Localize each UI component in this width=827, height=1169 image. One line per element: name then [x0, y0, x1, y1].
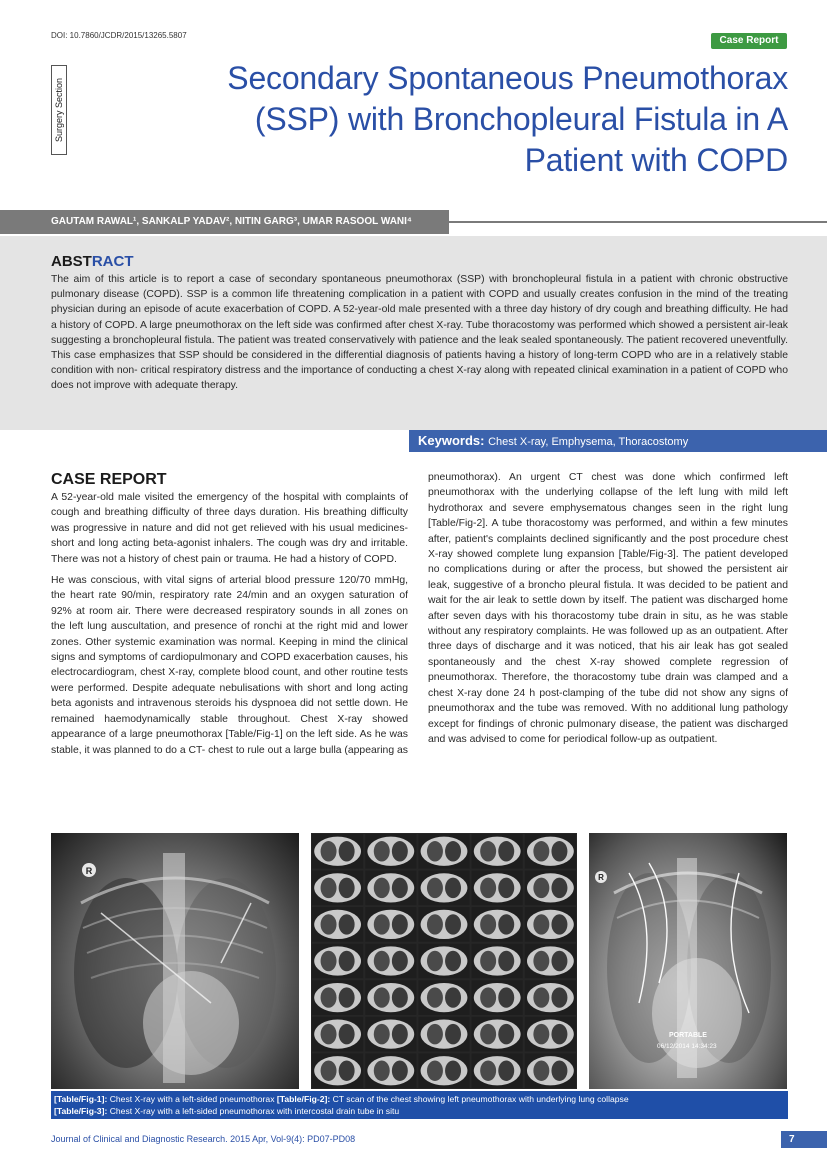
- caption-text: Chest X-ray with a left-sided pneumothorax with intercostal drain tube in situ: [107, 1106, 400, 1116]
- ct-slice: [525, 834, 576, 869]
- ct-slice: [418, 1053, 469, 1088]
- ct-slice: [312, 1053, 363, 1088]
- divider: [449, 221, 827, 223]
- section-label-box: [51, 65, 67, 155]
- ct-slice: [312, 980, 363, 1015]
- ct-slice: [312, 907, 363, 942]
- portable-label: PORTABLE: [669, 1032, 707, 1039]
- figure-3-chest-xray-drain: [589, 833, 787, 1089]
- ct-slice: [472, 834, 523, 869]
- xray-illustration: [589, 833, 787, 1089]
- article-type-badge: Case Report: [711, 33, 787, 49]
- ct-slice: [525, 871, 576, 906]
- abstract-heading-part2: RACT: [91, 253, 134, 270]
- article-title: Secondary Spontaneous Pneumothorax (SSP) with Bronchopleural Fistula in A Patient with COPD: [227, 60, 788, 178]
- xray-marker: R: [598, 873, 604, 882]
- doi-text: DOI: 10.7860/JCDR/2015/13265.5807: [51, 31, 187, 40]
- ct-grid: [311, 833, 577, 1089]
- abstract-heading-part1: ABST: [51, 253, 92, 270]
- caption-ref: [Table/Fig-1]:: [54, 1094, 108, 1104]
- ct-slice: [525, 907, 576, 942]
- ct-slice: [312, 944, 363, 979]
- ct-slice: [525, 944, 576, 979]
- caption-text: CT scan of the chest showing left pneumothorax with underlying lung collapse: [330, 1094, 629, 1104]
- figure-2-ct-scan: [311, 833, 577, 1089]
- abstract-text: The aim of this article is to report a case of secondary spontaneous pneumothorax (SSP) with bronchopleural fistula in a patient with chronic obstructive pulmonary disease (COPD). SSP is a common life threatening complication in a patient with COPD and usually creates confusion in the mind of the treating physician during an episode of acute exacerbation of COPD. A 52-year-old male presented with a three day history of dry cough and breathing difficulty. He had a history of COPD. A large pneumothorax on the left side was confirmed after chest X-ray. Tube thoracostomy was performed which showed a persistent air-leak suggesting a bronchopleural fistula. The patient was treated conservatively with patience and the leak sealed spontaneously. The patient recovered uneventfully. This case emphasizes that SSP should be considered in the differential diagnosis of patients having a history of long-term COPD who are in a relatively stable condition with non- critical respiratory distress and the importance of conducting a chest X-ray along with repeated clinical examination in a patient of COPD who does not improve with adequate therapy.: [51, 274, 788, 392]
- ct-slice: [525, 1053, 576, 1088]
- ct-slice: [365, 871, 416, 906]
- caption-ref: [Table/Fig-3]:: [54, 1106, 108, 1116]
- ct-slice: [365, 907, 416, 942]
- figure-1-chest-xray: [51, 833, 299, 1089]
- ct-slice: [312, 1017, 363, 1052]
- xray-marker: R: [85, 866, 93, 876]
- ct-slice: [472, 944, 523, 979]
- ct-slice: [525, 980, 576, 1015]
- ct-slice: [418, 944, 469, 979]
- authors-bar: [0, 210, 449, 234]
- section-label: Surgery Section: [54, 77, 65, 143]
- ct-slice: [418, 1017, 469, 1052]
- ct-slice: [472, 907, 523, 942]
- ct-slice: [418, 871, 469, 906]
- ct-slice: [312, 871, 363, 906]
- abstract-heading: [51, 253, 134, 270]
- paragraph: He was conscious, with vital signs of arterial blood pressure 120/70 mmHg, the heart rate 90/min, respiratory rate 24/min and an oxygen saturation of 92% at room air. There were decreased respiratory sounds in all zones on the left lung auscultation, and presence of ronchi at the right mid and lower zones. Other systemic examination was normal. Keeping in mind the clinical signs and symptoms of cardiopulmonary and COPD exacerbation causes, his electrocardiogram, chest X-ray, complete blood count, and other routine tests were performed. Despite adequate nebulisations with short and long acting beta agonists and intravenous steroids his dyspnoea did not settle down. He remained haemodynamically stable throughout. Chest X-ray showed appearance of a large pneumothorax [Table/Fig-1] on the left side. As he was stable, it was planned to do a CT- chest to rule out a large bulla (appearing as: [51, 575, 408, 756]
- xray-timestamp: 06/12/2014 14:34:23: [657, 1043, 717, 1050]
- keywords-bar: [409, 430, 827, 452]
- ct-slice: [525, 1017, 576, 1052]
- xray-illustration: [51, 833, 299, 1089]
- figure-captions: [51, 1091, 788, 1119]
- paragraph: A 52-year-old male visited the emergency of the hospital with complaints of cough and breathing difficulty of three days duration. His breathing difficulty was progressive in nature and did not get relieved with his usual medicines- short and long acting beta-agonist inhalers. The cough was dry and irritable. There was not a history of chest pain or trauma. He had a history of COPD.: [51, 492, 408, 565]
- left-column: [51, 490, 408, 764]
- keywords-label: Keywords:: [418, 433, 485, 448]
- ct-slice: [418, 980, 469, 1015]
- keywords-value: Chest X-ray, Emphysema, Thoracostomy: [488, 436, 689, 448]
- ct-slice: [365, 980, 416, 1015]
- ct-slice: [418, 907, 469, 942]
- ct-slice: [365, 1053, 416, 1088]
- paragraph: pneumothorax). An urgent CT chest was done which confirmed left pneumothorax with the underlying collapse of the left lung with mild left hydrothorax and severe emphysematous changes seen in the right lung [Table/Fig-2]. A tube thoracostomy was performed, and within a few minutes after, patient's complaints declined significantly and the post procedure chest X-ray showed complete lung expansion [Table/Fig-3]. The patient developed no complications during or after the process, but showed the persistent air leak, suggestive of a broncho pleural fistula. It was decided to be patient and wait for the air leak to settle down by itself. The patient was discharged home after seven days with his thoracostomy tube drain in situ, as he was stable without any respiratory complaints. He was followed up as an outpatient. After three days of discharge and it was noticed, that his air leak has got sealed spontaneously and the chest X-ray showed complete regression of pneumothorax. Therefore, the thoracostomy tube drain was clamped and a chest X-ray done 24 h post-clamping of the tube did not show any signs of pneumothorax and the tube was removed. With no additional lung pathology except for findings of chronic pulmonary disease, the patient was discharged and was advised to come for periodical follow-up as outpatient.: [428, 472, 788, 745]
- ct-slice: [472, 1017, 523, 1052]
- ct-slice: [365, 944, 416, 979]
- ct-slice: [472, 980, 523, 1015]
- ct-slice: [312, 834, 363, 869]
- ct-slice: [418, 834, 469, 869]
- ct-slice: [365, 834, 416, 869]
- authors: GAUTAM RAWAL¹, SANKALP YADAV², NITIN GARG³, UMAR RASOOL WANI⁴: [51, 216, 412, 227]
- ct-slice: [472, 1053, 523, 1088]
- ct-slice: [365, 1017, 416, 1052]
- page-number: 7: [781, 1131, 827, 1148]
- right-column: [428, 470, 788, 753]
- footer-journal: Journal of Clinical and Diagnostic Research. 2015 Apr, Vol-9(4): PD07-PD08: [51, 1134, 356, 1144]
- ct-slice: [472, 871, 523, 906]
- caption-text: Chest X-ray with a left-sided pneumothorax: [107, 1094, 277, 1104]
- caption-ref: [Table/Fig-2]:: [276, 1094, 331, 1104]
- case-report-heading: CASE REPORT: [51, 471, 167, 488]
